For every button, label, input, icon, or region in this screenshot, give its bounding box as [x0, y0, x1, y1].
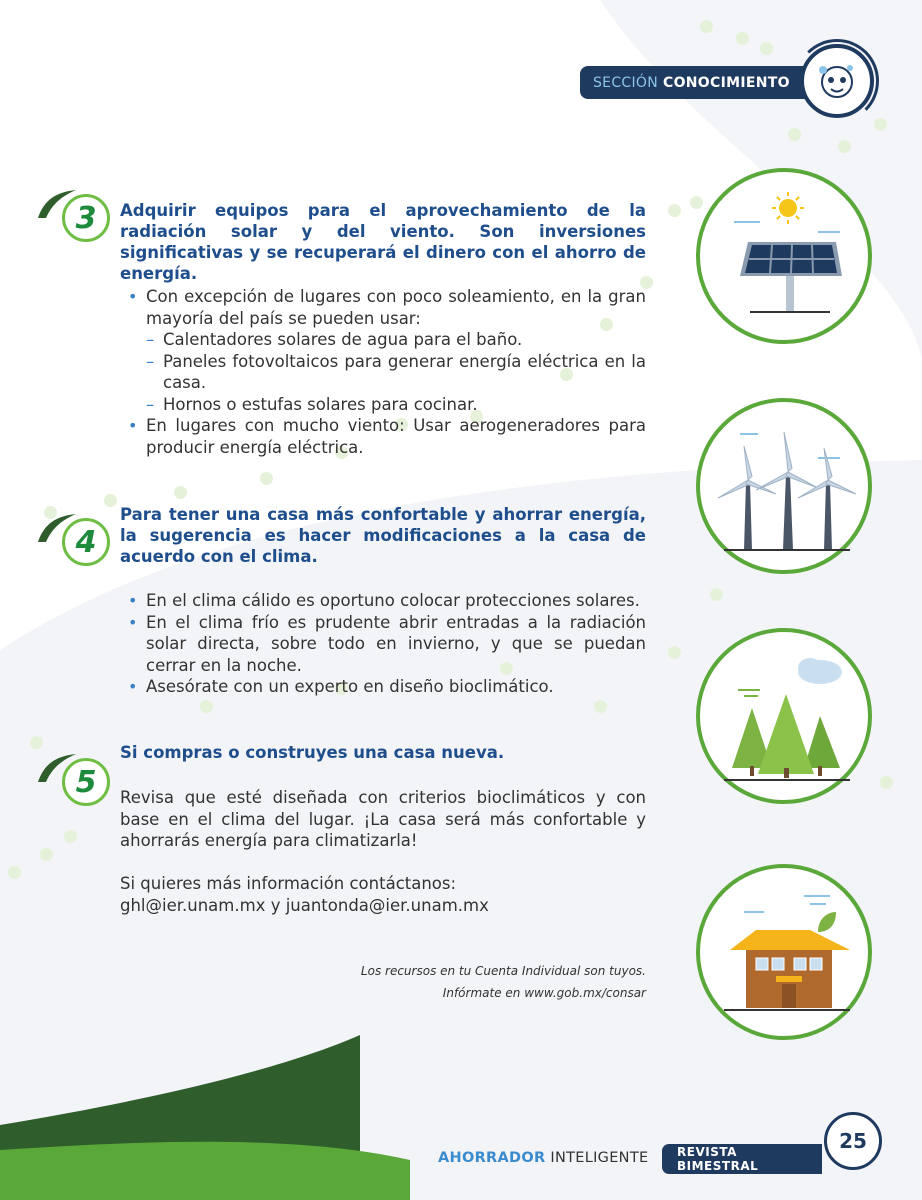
footer-brand-rest: INTELIGENTE	[550, 1150, 649, 1166]
forest-icon	[700, 632, 868, 800]
footer-magazine-label: REVISTA BIMESTRAL	[662, 1144, 822, 1174]
list-item: – Paneles fotovoltaicos para generar energía eléctrica en la casa.	[126, 351, 646, 394]
house-illustration	[696, 864, 872, 1040]
wind-turbines-illustration	[696, 398, 872, 574]
list-item: • En el clima frío es prudente abrir entradas a la radiación solar directa, sobre todo en invierno, y que se puedan cerrar en la noche.	[126, 612, 646, 677]
item3-heading: Adquirir equipos para el aprovechamiento de la radiación solar y del viento. Son inversiones significativas y se recuperará el dinero con el ahorro de energía.	[120, 201, 646, 283]
item4-heading: Para tener una casa más confortable y ahorrar energía, la sugerencia es hacer modificaciones a la casa de acuerdo con el clima.	[120, 505, 646, 566]
section-label-bold: CONOCIMIENTO	[663, 74, 790, 91]
solar-panel-icon	[700, 172, 868, 340]
forest-illustration	[696, 628, 872, 804]
step-number-5: 5	[62, 758, 110, 806]
footer-brand-bold: AHORRADOR	[438, 1150, 546, 1166]
contact-intro: Si quieres más información contáctanos:	[120, 874, 457, 893]
list-item: – Hornos o estufas solares para cocinar.	[126, 394, 646, 416]
list-item: – Calentadores solares de agua para el baño.	[126, 329, 646, 351]
page-number: 25	[824, 1112, 882, 1170]
item5-paragraph: Revisa que esté diseñada con criterios bioclimáticos y con base en el clima del lugar. ¡La casa será más confortable y ahorrarás energía para climatizarla!	[120, 788, 646, 850]
note-line-1: Los recursos en tu Cuenta Individual son tuyos.	[360, 964, 646, 978]
contact-emails[interactable]: ghl@ier.unam.mx y juantonda@ier.unam.mx	[120, 896, 489, 915]
wind-turbines-icon	[700, 402, 868, 570]
list-item: • En lugares con mucho viento: Usar aerogeneradores para producir energía eléctrica.	[126, 415, 646, 458]
list-item: • Con excepción de lugares con poco soleamiento, en la gran mayoría del país se pueden usar:	[126, 286, 646, 329]
section-label	[580, 66, 812, 99]
house-icon	[700, 868, 868, 1036]
item4-list	[126, 590, 646, 698]
solar-panel-illustration	[696, 168, 872, 344]
step-number-4: 4	[62, 518, 110, 566]
mascot-icon	[800, 44, 874, 118]
step-number-3: 3	[62, 194, 110, 242]
list-item: • Asesórate con un experto en diseño bioclimático.	[126, 676, 646, 698]
note-line-2[interactable]: Infórmate en www.gob.mx/consar	[442, 986, 646, 1000]
footer-brand	[438, 1150, 648, 1166]
section-label-light: SECCIÓN	[593, 74, 659, 91]
list-item: • En el clima cálido es oportuno colocar protecciones solares.	[126, 590, 646, 612]
item3-list	[126, 286, 646, 458]
item5-heading: Si compras o construyes una casa nueva.	[120, 743, 505, 762]
